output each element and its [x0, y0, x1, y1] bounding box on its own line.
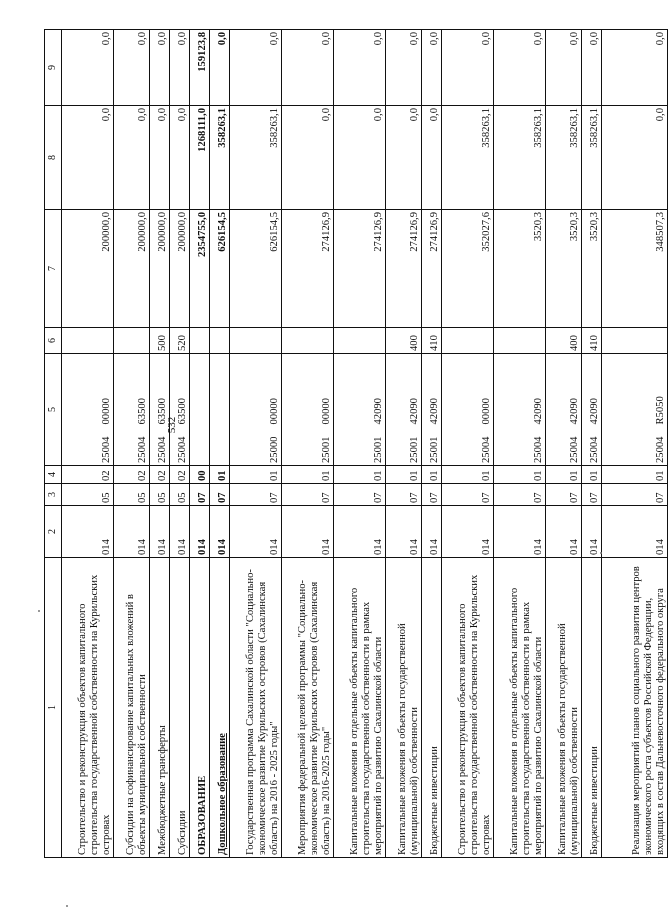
- target-article-part2: 00000: [321, 398, 333, 425]
- scan-speck: [38, 610, 40, 612]
- cell-subsection-code: 01: [230, 466, 282, 484]
- target-article-part2: 00000: [481, 398, 493, 425]
- cell-subsection-code: 02: [62, 466, 114, 484]
- scan-speck: [66, 905, 68, 907]
- target-article-part1: 25004: [157, 436, 169, 463]
- cell-target-article: [422, 354, 442, 466]
- cell-target-article: [494, 354, 546, 466]
- cell-subsection-code: 00: [190, 466, 210, 484]
- cell-ministry-code: 014: [150, 506, 170, 558]
- cell-ministry-code: 014: [422, 506, 442, 558]
- cell-expense-type: [442, 328, 494, 354]
- cell-subsection-code: 01: [422, 466, 442, 484]
- cell-expense-type: 500: [150, 328, 170, 354]
- cell-subsection-code: 02: [114, 466, 150, 484]
- header-row: [45, 30, 62, 858]
- cell-section-code: 07: [210, 484, 230, 506]
- cell-target-article: [210, 354, 230, 466]
- row-name: Капитальные вложения в объекты государственной (муниципальной) собственности: [386, 558, 422, 858]
- cell-amount-col9: 0,0: [334, 30, 386, 106]
- cell-ministry-code: 014: [210, 506, 230, 558]
- cell-amount-col7: 274126,9: [282, 210, 334, 328]
- cell-amount-col9: 0,0: [546, 30, 582, 106]
- cell-amount-col9: 0,0: [602, 30, 668, 106]
- cell-amount-col7: 626154,5: [230, 210, 282, 328]
- cell-section-code: 07: [546, 484, 582, 506]
- cell-target-article: [442, 354, 494, 466]
- cell-ministry-code: 014: [230, 506, 282, 558]
- row-name: Субсидии на софинансирование капитальных вложений в объекты муниципальной собственности: [114, 558, 150, 858]
- cell-subsection-code: 01: [442, 466, 494, 484]
- cell-expense-type: [114, 328, 150, 354]
- cell-ministry-code: 014: [114, 506, 150, 558]
- cell-amount-col7: 274126,9: [422, 210, 442, 328]
- cell-amount-col9: 0,0: [282, 30, 334, 106]
- cell-ministry-code: 014: [282, 506, 334, 558]
- target-article-part2: 42090: [533, 398, 545, 425]
- target-article-part2: 00000: [269, 398, 281, 425]
- table-row: [230, 30, 282, 858]
- target-article-part2: 42090: [429, 398, 441, 425]
- cell-subsection-code: 01: [546, 466, 582, 484]
- target-article-part2: 63500: [177, 398, 189, 425]
- table-row: [442, 30, 494, 858]
- cell-target-article: [230, 354, 282, 466]
- column-header: 5: [45, 354, 62, 466]
- cell-subsection-code: 01: [386, 466, 422, 484]
- cell-amount-col9: 0,0: [210, 30, 230, 106]
- target-article-part1: 25004: [589, 436, 601, 463]
- cell-amount-col9: 0,0: [150, 30, 170, 106]
- cell-amount-col7: 200000,0: [150, 210, 170, 328]
- row-name: Межбюджетные трансферты: [150, 558, 170, 858]
- cell-ministry-code: 014: [546, 506, 582, 558]
- cell-amount-col8: 358263,1: [494, 106, 546, 210]
- cell-target-article: [114, 354, 150, 466]
- cell-amount-col8: 358263,1: [546, 106, 582, 210]
- table-row: [170, 30, 190, 858]
- cell-amount-col7: 348507,3: [602, 210, 668, 328]
- target-article-part2: 42090: [409, 398, 421, 425]
- cell-ministry-code: 014: [494, 506, 546, 558]
- table-row: [150, 30, 170, 858]
- cell-amount-col8: 358263,1: [210, 106, 230, 210]
- column-header: 6: [45, 328, 62, 354]
- cell-amount-col8: 0,0: [334, 106, 386, 210]
- row-name: Мероприятия федеральной целевой программы "Социально-экономическое развитие Курильских островов (Сахалинская область) на 2016-2025 годы": [282, 558, 334, 858]
- target-article-part1: 25004: [177, 436, 189, 463]
- target-article-part2: 42090: [569, 398, 581, 425]
- table-row: [210, 30, 230, 858]
- target-article-part2: R5050: [655, 396, 667, 425]
- cell-subsection-code: 02: [150, 466, 170, 484]
- column-header: 4: [45, 466, 62, 484]
- cell-section-code: 05: [114, 484, 150, 506]
- cell-amount-col8: 0,0: [114, 106, 150, 210]
- cell-section-code: 07: [230, 484, 282, 506]
- cell-amount-col8: 0,0: [422, 106, 442, 210]
- cell-section-code: 07: [582, 484, 602, 506]
- cell-target-article: [282, 354, 334, 466]
- cell-subsection-code: 01: [210, 466, 230, 484]
- cell-section-code: 07: [602, 484, 668, 506]
- budget-table: [44, 29, 668, 858]
- cell-amount-col9: 159123,8: [190, 30, 210, 106]
- cell-subsection-code: 01: [282, 466, 334, 484]
- cell-section-code: 07: [190, 484, 210, 506]
- cell-amount-col7: 200000,0: [62, 210, 114, 328]
- cell-subsection-code: 01: [334, 466, 386, 484]
- cell-amount-col9: 0,0: [422, 30, 442, 106]
- cell-expense-type: 400: [386, 328, 422, 354]
- cell-target-article: [170, 354, 190, 466]
- table-row: [546, 30, 582, 858]
- row-name: Капитальные вложения в отдельные объекты капитального строительства государственной собственности в рамках мероприятий по развитию Сахалинской области: [494, 558, 546, 858]
- column-header: 1: [45, 558, 62, 858]
- row-name: ОБРАЗОВАНИЕ: [190, 558, 210, 858]
- row-name: Государственная программа Сахалинской области "Социально-экономическое развитие Курильских островов (Сахалинская область) на 2016 - 2025 годы": [230, 558, 282, 858]
- table-row: [422, 30, 442, 858]
- cell-amount-col9: 0,0: [230, 30, 282, 106]
- cell-amount-col8: 358263,1: [230, 106, 282, 210]
- cell-amount-col9: 0,0: [170, 30, 190, 106]
- cell-target-article: [602, 354, 668, 466]
- cell-expense-type: [494, 328, 546, 354]
- target-article-part1: 25004: [655, 436, 667, 463]
- cell-expense-type: [282, 328, 334, 354]
- row-name: Строительство и реконструкция объектов капитального строительства государственной собственности на Курильских островах: [442, 558, 494, 858]
- cell-section-code: 05: [150, 484, 170, 506]
- row-name: Строительство и реконструкция объектов капитального строительства государственной собственности на Курильских островах: [62, 558, 114, 858]
- cell-target-article: [546, 354, 582, 466]
- cell-ministry-code: 014: [582, 506, 602, 558]
- cell-amount-col8: 0,0: [282, 106, 334, 210]
- target-article-part2: 00000: [101, 398, 113, 425]
- target-article-part1: 25000: [269, 436, 281, 463]
- target-article-part1: 25001: [373, 436, 385, 463]
- cell-amount-col8: 0,0: [62, 106, 114, 210]
- table-row: [386, 30, 422, 858]
- cell-section-code: 07: [494, 484, 546, 506]
- cell-expense-type: [190, 328, 210, 354]
- cell-amount-col9: 0,0: [62, 30, 114, 106]
- cell-amount-col7: 2354755,0: [190, 210, 210, 328]
- target-article-part2: 42090: [589, 398, 601, 425]
- column-header: 2: [45, 506, 62, 558]
- cell-amount-col8: 0,0: [386, 106, 422, 210]
- cell-amount-col7: 3520,3: [582, 210, 602, 328]
- cell-ministry-code: 014: [602, 506, 668, 558]
- cell-amount-col7: 274126,9: [334, 210, 386, 328]
- row-name: Бюджетные инвестиции: [582, 558, 602, 858]
- cell-target-article: [334, 354, 386, 466]
- cell-amount-col8: 0,0: [170, 106, 190, 210]
- cell-amount-col7: 626154,5: [210, 210, 230, 328]
- row-name: Капитальные вложения в отдельные объекты капитального строительства государственной собственности в рамках мероприятий по развитию Сахалинской области: [334, 558, 386, 858]
- cell-ministry-code: 014: [442, 506, 494, 558]
- row-name: Субсидии: [170, 558, 190, 858]
- cell-section-code: 07: [386, 484, 422, 506]
- cell-amount-col9: 0,0: [386, 30, 422, 106]
- cell-amount-col8: 358263,1: [442, 106, 494, 210]
- rotated-document: [44, 30, 667, 858]
- cell-expense-type: 400: [546, 328, 582, 354]
- cell-amount-col9: 0,0: [582, 30, 602, 106]
- cell-section-code: 07: [334, 484, 386, 506]
- cell-ministry-code: 014: [386, 506, 422, 558]
- cell-expense-type: 520: [170, 328, 190, 354]
- cell-amount-col7: 3520,3: [546, 210, 582, 328]
- column-header: 3: [45, 484, 62, 506]
- cell-expense-type: 410: [422, 328, 442, 354]
- row-name: Реализация мероприятий планов социального развития центров экономического роста субъектов Российской Федерации, входящих в состав Дальневосточного федерального округа: [602, 558, 668, 858]
- table-row: [602, 30, 668, 858]
- target-article-part2: 63500: [137, 398, 149, 425]
- table-row: [62, 30, 114, 858]
- column-header: 8: [45, 106, 62, 210]
- row-name: Капитальные вложения в объекты государственной (муниципальной) собственности: [546, 558, 582, 858]
- cell-amount-col7: 3520,3: [494, 210, 546, 328]
- cell-ministry-code: 014: [170, 506, 190, 558]
- table-row: [190, 30, 210, 858]
- row-name: Бюджетные инвестиции: [422, 558, 442, 858]
- target-article-part2: 63500: [157, 398, 169, 425]
- table-row: [114, 30, 150, 858]
- cell-subsection-code: 01: [602, 466, 668, 484]
- cell-target-article: [62, 354, 114, 466]
- target-article-part1: 25004: [101, 436, 113, 463]
- target-article-part1: 25004: [137, 436, 149, 463]
- cell-amount-col7: 274126,9: [386, 210, 422, 328]
- page-number: 532: [166, 416, 178, 434]
- cell-target-article: [150, 354, 170, 466]
- cell-section-code: 05: [170, 484, 190, 506]
- cell-expense-type: 410: [582, 328, 602, 354]
- target-article-part1: 25004: [481, 436, 493, 463]
- cell-subsection-code: 02: [170, 466, 190, 484]
- column-header: 9: [45, 30, 62, 106]
- target-article-part1: 25004: [569, 436, 581, 463]
- target-article-part1: 25001: [409, 436, 421, 463]
- target-article-part1: 25001: [321, 436, 333, 463]
- target-article-part2: 42090: [373, 398, 385, 425]
- cell-ministry-code: 014: [190, 506, 210, 558]
- cell-amount-col9: 0,0: [442, 30, 494, 106]
- cell-amount-col8: 0,0: [602, 106, 668, 210]
- target-article-part1: 25001: [429, 436, 441, 463]
- row-name: Дошкольное образование: [210, 558, 230, 858]
- scan-speck: [600, 552, 602, 554]
- cell-target-article: [386, 354, 422, 466]
- cell-ministry-code: 014: [334, 506, 386, 558]
- cell-amount-col9: 0,0: [494, 30, 546, 106]
- cell-expense-type: [230, 328, 282, 354]
- cell-section-code: 05: [62, 484, 114, 506]
- cell-section-code: 07: [422, 484, 442, 506]
- cell-expense-type: [62, 328, 114, 354]
- table-row: [494, 30, 546, 858]
- cell-subsection-code: 01: [582, 466, 602, 484]
- cell-amount-col7: 352027,6: [442, 210, 494, 328]
- table-row: [282, 30, 334, 858]
- cell-expense-type: [210, 328, 230, 354]
- target-article-part1: 25004: [533, 436, 545, 463]
- cell-amount-col7: 200000,0: [114, 210, 150, 328]
- cell-section-code: 07: [282, 484, 334, 506]
- cell-subsection-code: 01: [494, 466, 546, 484]
- cell-section-code: 07: [442, 484, 494, 506]
- cell-expense-type: [602, 328, 668, 354]
- table-row: [334, 30, 386, 858]
- cell-amount-col8: 0,0: [150, 106, 170, 210]
- cell-expense-type: [334, 328, 386, 354]
- cell-amount-col7: 200000,0: [170, 210, 190, 328]
- cell-amount-col9: 0,0: [114, 30, 150, 106]
- column-header: 7: [45, 210, 62, 328]
- cell-target-article: [582, 354, 602, 466]
- cell-target-article: [190, 354, 210, 466]
- cell-amount-col8: 1268111,0: [190, 106, 210, 210]
- table-row: [582, 30, 602, 858]
- cell-ministry-code: 014: [62, 506, 114, 558]
- cell-amount-col8: 358263,1: [582, 106, 602, 210]
